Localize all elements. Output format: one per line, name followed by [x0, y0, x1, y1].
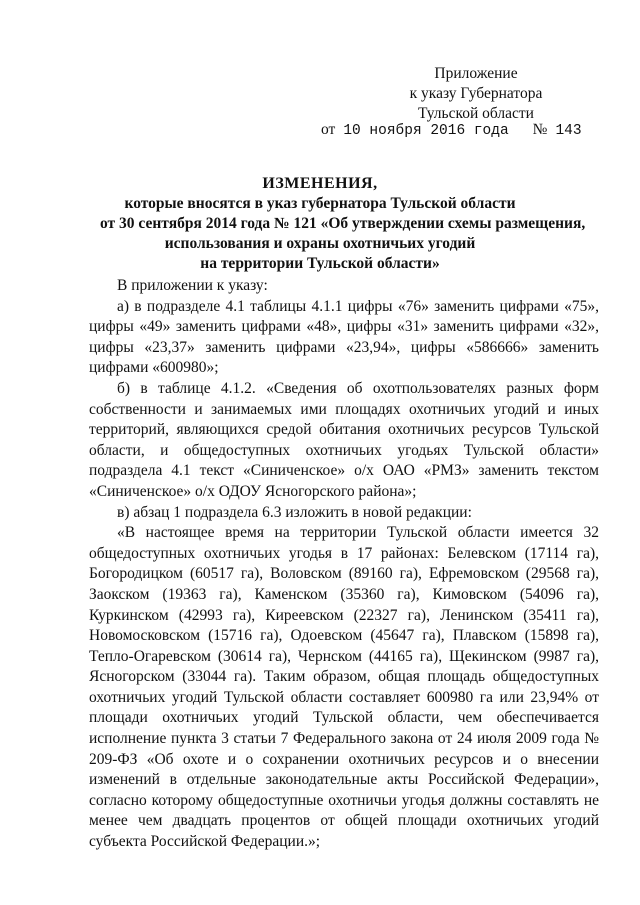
decree-date-number: [321, 121, 582, 139]
appendix-region: Тульской области: [418, 105, 534, 122]
document-heading: [100, 174, 586, 274]
quoted-paragraph: «В настоящее время на территории Тульской области имеется 32 общедоступных охотничьих угодья в 17 районах: Белевском (17114 га), Богородицком (60517 га), Воловском (89160 га), Ефремовском (29568 га), Заокском (19363 га), Каменском (35360 га), Кимовском (54096 га), Куркинском (42993 га), Киреевском (22327 га), Ленинском (35411 га), Новомосковском (15716 га), Одоевском (45647 га), Плавском (15898 га), Тепло-Огаревском (30614 га), Чернском (44165 га), Щекинском (9987 га), Ясногорском (33044 га). Таким образом, общая площадь общедоступных охотничьих угодий Тульской области составляет 600980 га или 23,94% от площади охотничьих угодий Тульской области, чем обеспечивается исполнение пункта 3 статьи 7 Федерального закона от 24 июля 2009 года № 209-ФЗ «Об охоте и о сохранении охотничьих ресурсов и о внесении изменений в отдельные законодательные акты Российской Федерации», согласно которому общедоступные охотничьи угодья должны составлять не менее чем двадцать процентов от общей площади охотничьих угодий субъекта Российской Федерации.»;: [89, 524, 599, 851]
item-b-paragraph: б) в таблице 4.1.2. «Сведения об охотпользователях разных форм собственности и занимаемых ими площадях охотничьих угодий и иных территорий, являющихся средой обитания охотничьих ресурсов Тульской области, и общедоступных охотничьих угодьях Тульской области» подраздела 4.1 текст «Синиченское» о/х ОАО «РМЗ» заменить текстом «Синиченское» о/х ОДОУ Ясногорского района»;: [89, 379, 599, 500]
item-c-paragraph: в) абзац 1 подраздела 6.3 изложить в новой редакции:: [117, 503, 472, 521]
decree-number: 143: [555, 123, 582, 139]
intro-paragraph: В приложении к указу:: [117, 277, 268, 294]
heading-title: ИЗМЕНЕНИЯ,: [262, 175, 378, 192]
heading-line-3: использования и охраны охотничьих угодий: [164, 235, 476, 252]
appendix-decree-ref: к указу Губернатора: [409, 85, 543, 102]
document-body: [89, 276, 599, 853]
heading-line-1: которые вносятся в указ губернатора Тульской области: [124, 195, 516, 212]
appendix-block: [376, 64, 576, 124]
item-a-paragraph: а) в подразделе 4.1 таблицы 4.1.1 цифры «76» заменить цифрами «75», цифры «49» заменить цифрами «48», цифры «31» заменить цифрами «32», цифры «23,37» заменить цифрами «23,94», цифры «586666» заменить цифрами «600980»;: [89, 297, 599, 377]
from-label: от: [321, 121, 336, 138]
heading-line-2: от 30 сентября 2014 года № 121 «Об утверждении схемы размещения,: [100, 215, 586, 232]
decree-date: 10 ноября 2016 года: [343, 123, 509, 139]
appendix-title: Приложение: [434, 65, 518, 82]
heading-line-4: на территории Тульской области»: [200, 255, 440, 272]
number-sign: №: [532, 121, 548, 138]
